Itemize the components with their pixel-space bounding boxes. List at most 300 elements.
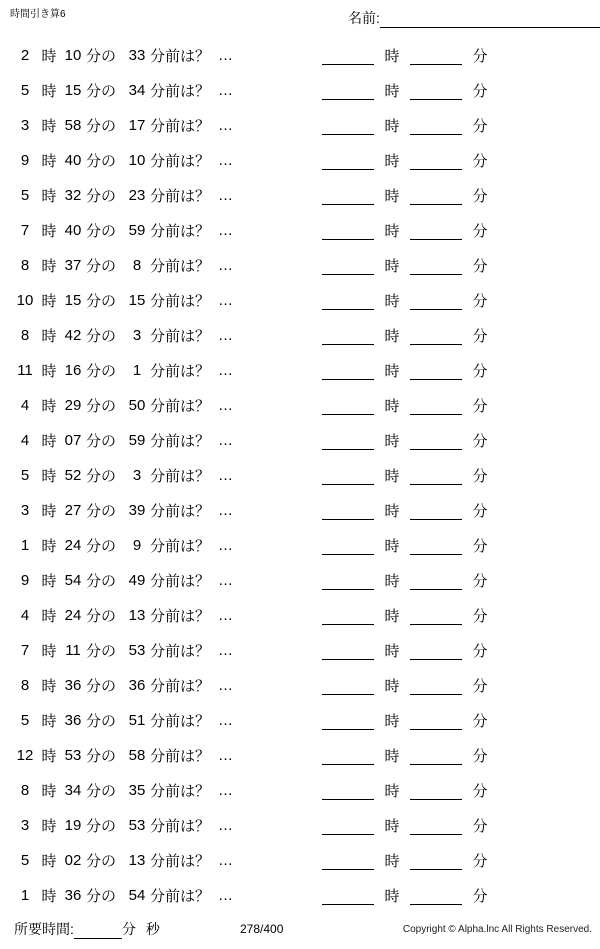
problem-minute-value: 40 xyxy=(64,222,82,239)
problem-minute-value: 36 xyxy=(64,712,82,729)
problem-dots: … xyxy=(218,397,235,414)
answer-hour-blank[interactable] xyxy=(322,537,374,555)
problem-question xyxy=(14,843,234,878)
problem-of-label: 分の xyxy=(86,118,117,135)
problem-hour-unit: 時 xyxy=(41,118,57,135)
answer-hour-blank[interactable] xyxy=(322,677,374,695)
problem-hour-unit: 時 xyxy=(41,153,57,170)
problem-question xyxy=(14,633,234,668)
answer-minute-blank[interactable] xyxy=(410,222,462,240)
problem-question-tail: 分前は？ xyxy=(150,853,211,870)
problem-hour-value: 9 xyxy=(20,152,30,169)
answer-minute-blank[interactable] xyxy=(410,187,462,205)
answer-minute-unit: 分 xyxy=(472,538,488,555)
problem-dots: … xyxy=(218,432,235,449)
problem-question xyxy=(14,878,234,913)
problem-row xyxy=(0,178,600,213)
problem-question-tail: 分前は？ xyxy=(150,363,211,380)
answer-hour-unit: 時 xyxy=(384,328,400,345)
problem-row xyxy=(0,38,600,73)
problem-hour-unit: 時 xyxy=(41,538,57,555)
problem-question-tail: 分前は？ xyxy=(150,118,211,135)
problem-list xyxy=(0,38,600,913)
time-required-minute-label: 分 xyxy=(121,921,136,937)
problem-dots: … xyxy=(218,642,235,659)
problem-dots: … xyxy=(218,292,235,309)
answer-minute-unit: 分 xyxy=(472,223,488,240)
problem-hour-unit: 時 xyxy=(41,888,57,905)
problem-question-tail: 分前は？ xyxy=(150,608,211,625)
answer-area xyxy=(322,773,498,808)
problem-minute-value: 37 xyxy=(64,257,82,274)
problem-subtract-value: 54 xyxy=(128,887,146,904)
problem-subtract-value: 35 xyxy=(128,782,146,799)
name-input-line[interactable] xyxy=(380,12,600,28)
answer-area xyxy=(322,108,498,143)
problem-subtract-value: 59 xyxy=(128,222,146,239)
answer-hour-blank[interactable] xyxy=(322,712,374,730)
answer-area xyxy=(322,808,498,843)
problem-dots: … xyxy=(218,467,235,484)
problem-hour-value: 7 xyxy=(20,222,30,239)
problem-hour-unit: 時 xyxy=(41,818,57,835)
page-footer xyxy=(0,919,600,943)
problem-minute-value: 32 xyxy=(64,187,82,204)
problem-question-tail: 分前は？ xyxy=(150,538,211,555)
answer-hour-unit: 時 xyxy=(384,573,400,590)
problem-of-label: 分の xyxy=(86,713,117,730)
answer-minute-unit: 分 xyxy=(472,678,488,695)
problem-subtract-value: 9 xyxy=(132,537,142,554)
answer-minute-unit: 分 xyxy=(472,573,488,590)
problem-subtract-value: 17 xyxy=(128,117,146,134)
problem-question xyxy=(14,773,234,808)
problem-hour-unit: 時 xyxy=(41,573,57,590)
answer-area xyxy=(322,843,498,878)
problem-minute-value: 10 xyxy=(64,47,82,64)
time-required-minute-blank[interactable] xyxy=(74,922,122,939)
problem-dots: … xyxy=(218,187,235,204)
problem-hour-value: 10 xyxy=(16,292,34,309)
answer-minute-blank[interactable] xyxy=(410,782,462,800)
problem-hour-value: 8 xyxy=(20,782,30,799)
problem-hour-value: 11 xyxy=(17,362,33,379)
problem-minute-value: 34 xyxy=(64,782,82,799)
answer-hour-blank[interactable] xyxy=(322,222,374,240)
problem-row xyxy=(0,353,600,388)
problem-dots: … xyxy=(218,887,235,904)
name-label: 名前: xyxy=(348,10,380,26)
answer-hour-blank[interactable] xyxy=(322,327,374,345)
answer-hour-blank[interactable] xyxy=(322,432,374,450)
problem-row xyxy=(0,248,600,283)
problem-of-label: 分の xyxy=(86,363,117,380)
problem-hour-value: 1 xyxy=(20,887,30,904)
time-required xyxy=(14,919,160,939)
problem-subtract-value: 59 xyxy=(128,432,146,449)
answer-hour-unit: 時 xyxy=(384,153,400,170)
answer-area xyxy=(322,388,498,423)
problem-subtract-value: 33 xyxy=(128,47,146,64)
problem-hour-value: 3 xyxy=(20,117,30,134)
problem-dots: … xyxy=(218,712,235,729)
problem-hour-unit: 時 xyxy=(41,188,57,205)
answer-area xyxy=(322,143,498,178)
problem-question xyxy=(14,73,234,108)
problem-of-label: 分の xyxy=(86,783,117,800)
problem-minute-value: 07 xyxy=(64,432,82,449)
answer-minute-blank[interactable] xyxy=(410,362,462,380)
problem-dots: … xyxy=(218,327,235,344)
answer-hour-blank[interactable] xyxy=(322,607,374,625)
problem-dots: … xyxy=(218,817,235,834)
problem-subtract-value: 15 xyxy=(128,292,146,309)
answer-minute-unit: 分 xyxy=(472,468,488,485)
problem-row xyxy=(0,528,600,563)
answer-minute-blank[interactable] xyxy=(410,747,462,765)
problem-question-tail: 分前は？ xyxy=(150,468,211,485)
answer-hour-unit: 時 xyxy=(384,223,400,240)
problem-subtract-value: 34 xyxy=(128,82,146,99)
problem-row xyxy=(0,283,600,318)
problem-hour-value: 5 xyxy=(20,187,30,204)
problem-question xyxy=(14,353,234,388)
problem-row xyxy=(0,108,600,143)
problem-dots: … xyxy=(218,222,235,239)
problem-row xyxy=(0,318,600,353)
answer-minute-blank[interactable] xyxy=(410,47,462,65)
problem-question-tail: 分前は？ xyxy=(150,713,211,730)
page-title: 時間引き算6 xyxy=(10,9,66,20)
answer-hour-blank[interactable] xyxy=(322,292,374,310)
problem-of-label: 分の xyxy=(86,538,117,555)
problem-hour-value: 1 xyxy=(20,537,30,554)
problem-question xyxy=(14,598,234,633)
answer-hour-unit: 時 xyxy=(384,503,400,520)
problem-question-tail: 分前は？ xyxy=(150,888,211,905)
problem-question xyxy=(14,808,234,843)
problem-subtract-value: 58 xyxy=(128,747,146,764)
problem-minute-value: 24 xyxy=(64,537,82,554)
problem-row xyxy=(0,213,600,248)
problem-hour-value: 4 xyxy=(20,397,30,414)
problem-minute-value: 40 xyxy=(64,152,82,169)
problem-of-label: 分の xyxy=(86,573,117,590)
problem-of-label: 分の xyxy=(86,223,117,240)
answer-minute-blank[interactable] xyxy=(410,607,462,625)
problem-minute-value: 15 xyxy=(64,82,82,99)
answer-area xyxy=(322,38,498,73)
answer-minute-blank[interactable] xyxy=(410,887,462,905)
answer-area xyxy=(322,283,498,318)
answer-minute-unit: 分 xyxy=(472,153,488,170)
answer-minute-blank[interactable] xyxy=(410,537,462,555)
problem-hour-value: 8 xyxy=(20,257,30,274)
problem-subtract-value: 51 xyxy=(128,712,146,729)
answer-hour-unit: 時 xyxy=(384,293,400,310)
answer-hour-blank[interactable] xyxy=(322,747,374,765)
problem-hour-unit: 時 xyxy=(41,223,57,240)
problem-hour-unit: 時 xyxy=(41,328,57,345)
problem-row xyxy=(0,738,600,773)
answer-hour-unit: 時 xyxy=(384,748,400,765)
answer-hour-unit: 時 xyxy=(384,258,400,275)
problem-hour-unit: 時 xyxy=(41,258,57,275)
problem-question-tail: 分前は？ xyxy=(150,503,211,520)
answer-hour-blank[interactable] xyxy=(322,47,374,65)
problem-dots: … xyxy=(218,257,235,274)
answer-area xyxy=(322,878,498,913)
problem-hour-unit: 時 xyxy=(41,783,57,800)
problem-hour-unit: 時 xyxy=(41,363,57,380)
answer-area xyxy=(322,633,498,668)
time-required-label: 所要時間: xyxy=(14,921,74,937)
answer-area xyxy=(322,353,498,388)
answer-hour-blank[interactable] xyxy=(322,82,374,100)
answer-hour-blank[interactable] xyxy=(322,117,374,135)
problem-of-label: 分の xyxy=(86,398,117,415)
problem-subtract-value: 36 xyxy=(128,677,146,694)
problem-hour-unit: 時 xyxy=(41,748,57,765)
problem-question-tail: 分前は？ xyxy=(150,258,211,275)
problem-of-label: 分の xyxy=(86,468,117,485)
answer-minute-unit: 分 xyxy=(472,783,488,800)
answer-hour-blank[interactable] xyxy=(322,817,374,835)
problem-hour-value: 8 xyxy=(20,327,30,344)
problem-question xyxy=(14,423,234,458)
problem-row xyxy=(0,703,600,738)
page-number: 278/400 xyxy=(240,922,284,936)
problem-subtract-value: 23 xyxy=(128,187,146,204)
answer-minute-blank[interactable] xyxy=(410,432,462,450)
answer-minute-blank[interactable] xyxy=(410,712,462,730)
problem-hour-value: 4 xyxy=(20,432,30,449)
problem-minute-value: 58 xyxy=(64,117,82,134)
answer-minute-unit: 分 xyxy=(472,328,488,345)
problem-minute-value: 52 xyxy=(64,467,82,484)
answer-hour-blank[interactable] xyxy=(322,187,374,205)
problem-of-label: 分の xyxy=(86,678,117,695)
problem-subtract-value: 13 xyxy=(128,852,146,869)
answer-hour-blank[interactable] xyxy=(322,887,374,905)
answer-minute-blank[interactable] xyxy=(410,117,462,135)
problem-subtract-value: 49 xyxy=(128,572,146,589)
answer-area xyxy=(322,318,498,353)
problem-minute-value: 15 xyxy=(64,292,82,309)
problem-question xyxy=(14,143,234,178)
answer-hour-blank[interactable] xyxy=(322,152,374,170)
problem-minute-value: 54 xyxy=(64,572,82,589)
answer-hour-blank[interactable] xyxy=(322,782,374,800)
answer-minute-blank[interactable] xyxy=(410,572,462,590)
problem-question-tail: 分前は？ xyxy=(150,188,211,205)
problem-hour-value: 5 xyxy=(20,852,30,869)
problem-dots: … xyxy=(218,362,235,379)
problem-question xyxy=(14,388,234,423)
answer-hour-blank[interactable] xyxy=(322,362,374,380)
problem-hour-value: 3 xyxy=(20,502,30,519)
problem-of-label: 分の xyxy=(86,643,117,660)
problem-question-tail: 分前は？ xyxy=(150,678,211,695)
problem-question xyxy=(14,318,234,353)
answer-minute-blank[interactable] xyxy=(410,817,462,835)
problem-row xyxy=(0,143,600,178)
problem-row xyxy=(0,633,600,668)
problem-question-tail: 分前は？ xyxy=(150,398,211,415)
problem-of-label: 分の xyxy=(86,328,117,345)
problem-row xyxy=(0,458,600,493)
problem-dots: … xyxy=(218,852,235,869)
problem-row xyxy=(0,388,600,423)
problem-subtract-value: 50 xyxy=(128,397,146,414)
answer-area xyxy=(322,668,498,703)
problem-row xyxy=(0,773,600,808)
answer-area xyxy=(322,598,498,633)
problem-hour-unit: 時 xyxy=(41,48,57,65)
answer-hour-unit: 時 xyxy=(384,188,400,205)
problem-of-label: 分の xyxy=(86,503,117,520)
answer-minute-blank[interactable] xyxy=(410,152,462,170)
answer-hour-unit: 時 xyxy=(384,118,400,135)
problem-question xyxy=(14,283,234,318)
problem-row xyxy=(0,668,600,703)
answer-minute-unit: 分 xyxy=(472,188,488,205)
problem-of-label: 分の xyxy=(86,608,117,625)
problem-hour-value: 5 xyxy=(20,712,30,729)
problem-question xyxy=(14,213,234,248)
answer-hour-unit: 時 xyxy=(384,608,400,625)
answer-area xyxy=(322,528,498,563)
problem-hour-unit: 時 xyxy=(41,433,57,450)
answer-minute-blank[interactable] xyxy=(410,502,462,520)
problem-question xyxy=(14,528,234,563)
answer-minute-unit: 分 xyxy=(472,48,488,65)
problem-subtract-value: 53 xyxy=(128,642,146,659)
problem-of-label: 分の xyxy=(86,258,117,275)
problem-minute-value: 16 xyxy=(64,362,82,379)
problem-dots: … xyxy=(218,782,235,799)
problem-dots: … xyxy=(218,47,235,64)
problem-question-tail: 分前は？ xyxy=(150,748,211,765)
problem-hour-value: 5 xyxy=(20,82,30,99)
problem-row xyxy=(0,843,600,878)
answer-hour-unit: 時 xyxy=(384,83,400,100)
answer-area xyxy=(322,178,498,213)
problem-hour-unit: 時 xyxy=(41,853,57,870)
answer-hour-unit: 時 xyxy=(384,888,400,905)
problem-question-tail: 分前は？ xyxy=(150,783,211,800)
answer-minute-blank[interactable] xyxy=(410,397,462,415)
problem-question xyxy=(14,563,234,598)
answer-minute-unit: 分 xyxy=(472,398,488,415)
answer-minute-blank[interactable] xyxy=(410,677,462,695)
name-field-row xyxy=(348,8,600,28)
answer-minute-unit: 分 xyxy=(472,83,488,100)
problem-of-label: 分の xyxy=(86,293,117,310)
answer-minute-blank[interactable] xyxy=(410,292,462,310)
answer-hour-unit: 時 xyxy=(384,48,400,65)
problem-hour-unit: 時 xyxy=(41,503,57,520)
problem-subtract-value: 1 xyxy=(132,362,142,379)
answer-minute-blank[interactable] xyxy=(410,327,462,345)
problem-question xyxy=(14,108,234,143)
answer-area xyxy=(322,213,498,248)
answer-minute-unit: 分 xyxy=(472,118,488,135)
answer-hour-blank[interactable] xyxy=(322,467,374,485)
answer-minute-unit: 分 xyxy=(472,853,488,870)
problem-question xyxy=(14,668,234,703)
problem-question-tail: 分前は？ xyxy=(150,573,211,590)
problem-question xyxy=(14,703,234,738)
problem-of-label: 分の xyxy=(86,853,117,870)
answer-minute-unit: 分 xyxy=(472,258,488,275)
problem-dots: … xyxy=(218,117,235,134)
answer-area xyxy=(322,703,498,738)
answer-hour-unit: 時 xyxy=(384,818,400,835)
answer-hour-blank[interactable] xyxy=(322,642,374,660)
problem-hour-value: 5 xyxy=(20,467,30,484)
problem-hour-value: 3 xyxy=(20,817,30,834)
answer-area xyxy=(322,248,498,283)
answer-minute-blank[interactable] xyxy=(410,642,462,660)
problem-of-label: 分の xyxy=(86,83,117,100)
answer-minute-blank[interactable] xyxy=(410,257,462,275)
problem-dots: … xyxy=(218,607,235,624)
problem-question xyxy=(14,248,234,283)
answer-minute-unit: 分 xyxy=(472,293,488,310)
problem-dots: … xyxy=(218,502,235,519)
answer-minute-blank[interactable] xyxy=(410,467,462,485)
problem-row xyxy=(0,878,600,913)
problem-dots: … xyxy=(218,152,235,169)
answer-hour-blank[interactable] xyxy=(322,572,374,590)
problem-question xyxy=(14,738,234,773)
problem-hour-unit: 時 xyxy=(41,398,57,415)
problem-minute-value: 19 xyxy=(64,817,82,834)
answer-area xyxy=(322,73,498,108)
problem-dots: … xyxy=(218,572,235,589)
problem-minute-value: 24 xyxy=(64,607,82,624)
answer-hour-blank[interactable] xyxy=(322,257,374,275)
answer-hour-blank[interactable] xyxy=(322,502,374,520)
problem-of-label: 分の xyxy=(86,188,117,205)
problem-minute-value: 36 xyxy=(64,887,82,904)
problem-question xyxy=(14,178,234,213)
problem-hour-unit: 時 xyxy=(41,678,57,695)
answer-hour-unit: 時 xyxy=(384,398,400,415)
problem-of-label: 分の xyxy=(86,48,117,65)
problem-hour-value: 7 xyxy=(20,642,30,659)
problem-hour-unit: 時 xyxy=(41,608,57,625)
answer-minute-unit: 分 xyxy=(472,818,488,835)
answer-area xyxy=(322,493,498,528)
answer-hour-blank[interactable] xyxy=(322,397,374,415)
problem-hour-value: 8 xyxy=(20,677,30,694)
copyright-notice: Copyright © Alpha.lnc All Rights Reserved. xyxy=(402,924,592,935)
problem-row xyxy=(0,563,600,598)
answer-hour-blank[interactable] xyxy=(322,852,374,870)
problem-hour-value: 9 xyxy=(20,572,30,589)
problem-of-label: 分の xyxy=(86,888,117,905)
problem-row xyxy=(0,423,600,458)
problem-subtract-value: 10 xyxy=(128,152,146,169)
answer-minute-blank[interactable] xyxy=(410,852,462,870)
answer-hour-unit: 時 xyxy=(384,783,400,800)
problem-hour-value: 4 xyxy=(20,607,30,624)
problem-question-tail: 分前は？ xyxy=(150,293,211,310)
answer-minute-blank[interactable] xyxy=(410,82,462,100)
problem-dots: … xyxy=(218,82,235,99)
